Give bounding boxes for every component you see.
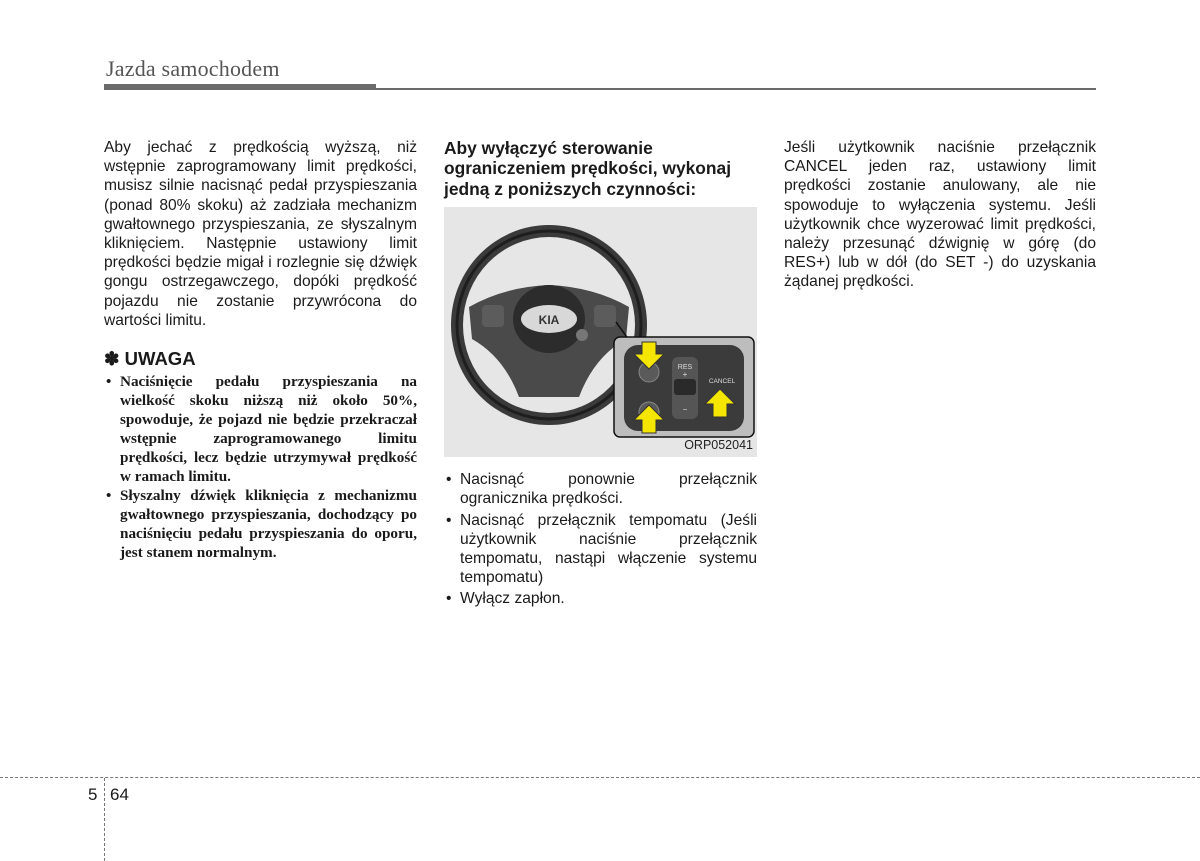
cancel-label: CANCEL	[708, 378, 736, 386]
column-right	[784, 138, 1096, 292]
action-list	[444, 470, 757, 608]
page-number: 64	[110, 785, 129, 804]
action-item: • Wyłącz zapłon.	[444, 589, 757, 608]
warning-list	[104, 372, 417, 562]
figure-code: ORP052041	[684, 438, 753, 453]
section-number: 5	[88, 785, 98, 804]
footer-vertical-divider	[104, 778, 105, 861]
action-item: • Nacisnąć przełącznik tempomatu (Jeśli użytkownik naciśnie przełącznik tempomatu, nastąpi włączenie systemu tempomatu)	[444, 511, 757, 588]
column-left	[104, 138, 417, 562]
header-rule	[104, 88, 1096, 90]
page-header-title: Jazda samochodem	[106, 56, 280, 81]
intro-paragraph: Aby jechać z prędkością wyższą, niż wstępnie zaprogramowany limit prędkości, musisz silnie nacisnąć pedał przyspieszania (ponad 80% skoku) aż zadziała mechanizm gwałtownego przyspieszania, ze słyszalnym kliknięciem. Następnie ustawiony limit prędkości będzie migał i rozlegnie się dźwięk gongu ostrzegawczego, dopóki prędkość pojazdu nie zostanie przywrócona do wartości limitu.	[104, 139, 417, 329]
minus-label: −	[682, 405, 688, 415]
footer-divider	[0, 777, 1200, 778]
kia-logo-icon: KIA	[538, 313, 560, 328]
warning-item: • Naciśnięcie pedału przyspieszania na wielkość skoku niższą niż około 50%, spowoduje, że pojazd nie będzie przekraczał wstępnie zaprogramowanego limitu prędkości, lecz będzie utrzymywał prędkość w ramach limitu.	[104, 372, 417, 486]
steering-wheel-illustration	[444, 207, 757, 457]
warning-heading: ✽ UWAGA	[104, 348, 196, 370]
warning-item: • Słyszalny dźwięk kliknięcia z mechanizmu gwałtownego przyspieszania, dochodzący po naciśnięciu pedału przyspieszania do oporu, jest stanem normalnym.	[104, 486, 417, 562]
plus-label: +	[682, 370, 688, 380]
action-item: • Nacisnąć ponownie przełącznik ogranicznika prędkości.	[444, 470, 757, 508]
steering-wheel-figure	[444, 207, 757, 457]
cancel-paragraph: Jeśli użytkownik naciśnie przełącznik CANCEL jeden raz, ustawiony limit prędkości zostanie anulowany, ale nie spowoduje to wyłączenia systemu. Jeśli użytkownik chce wyzerować limit prędkości, należy przesunąć dźwignię w górę (do RES+) lub w dół (do SET -) do uzyskania żądanej prędkości.	[784, 139, 1096, 291]
column-middle	[444, 138, 757, 611]
res-label: RES	[677, 364, 693, 372]
section-heading: Aby wyłączyć sterowanie ograniczeniem prędkości, wykonaj jedną z poniższych czynności:	[444, 138, 732, 199]
